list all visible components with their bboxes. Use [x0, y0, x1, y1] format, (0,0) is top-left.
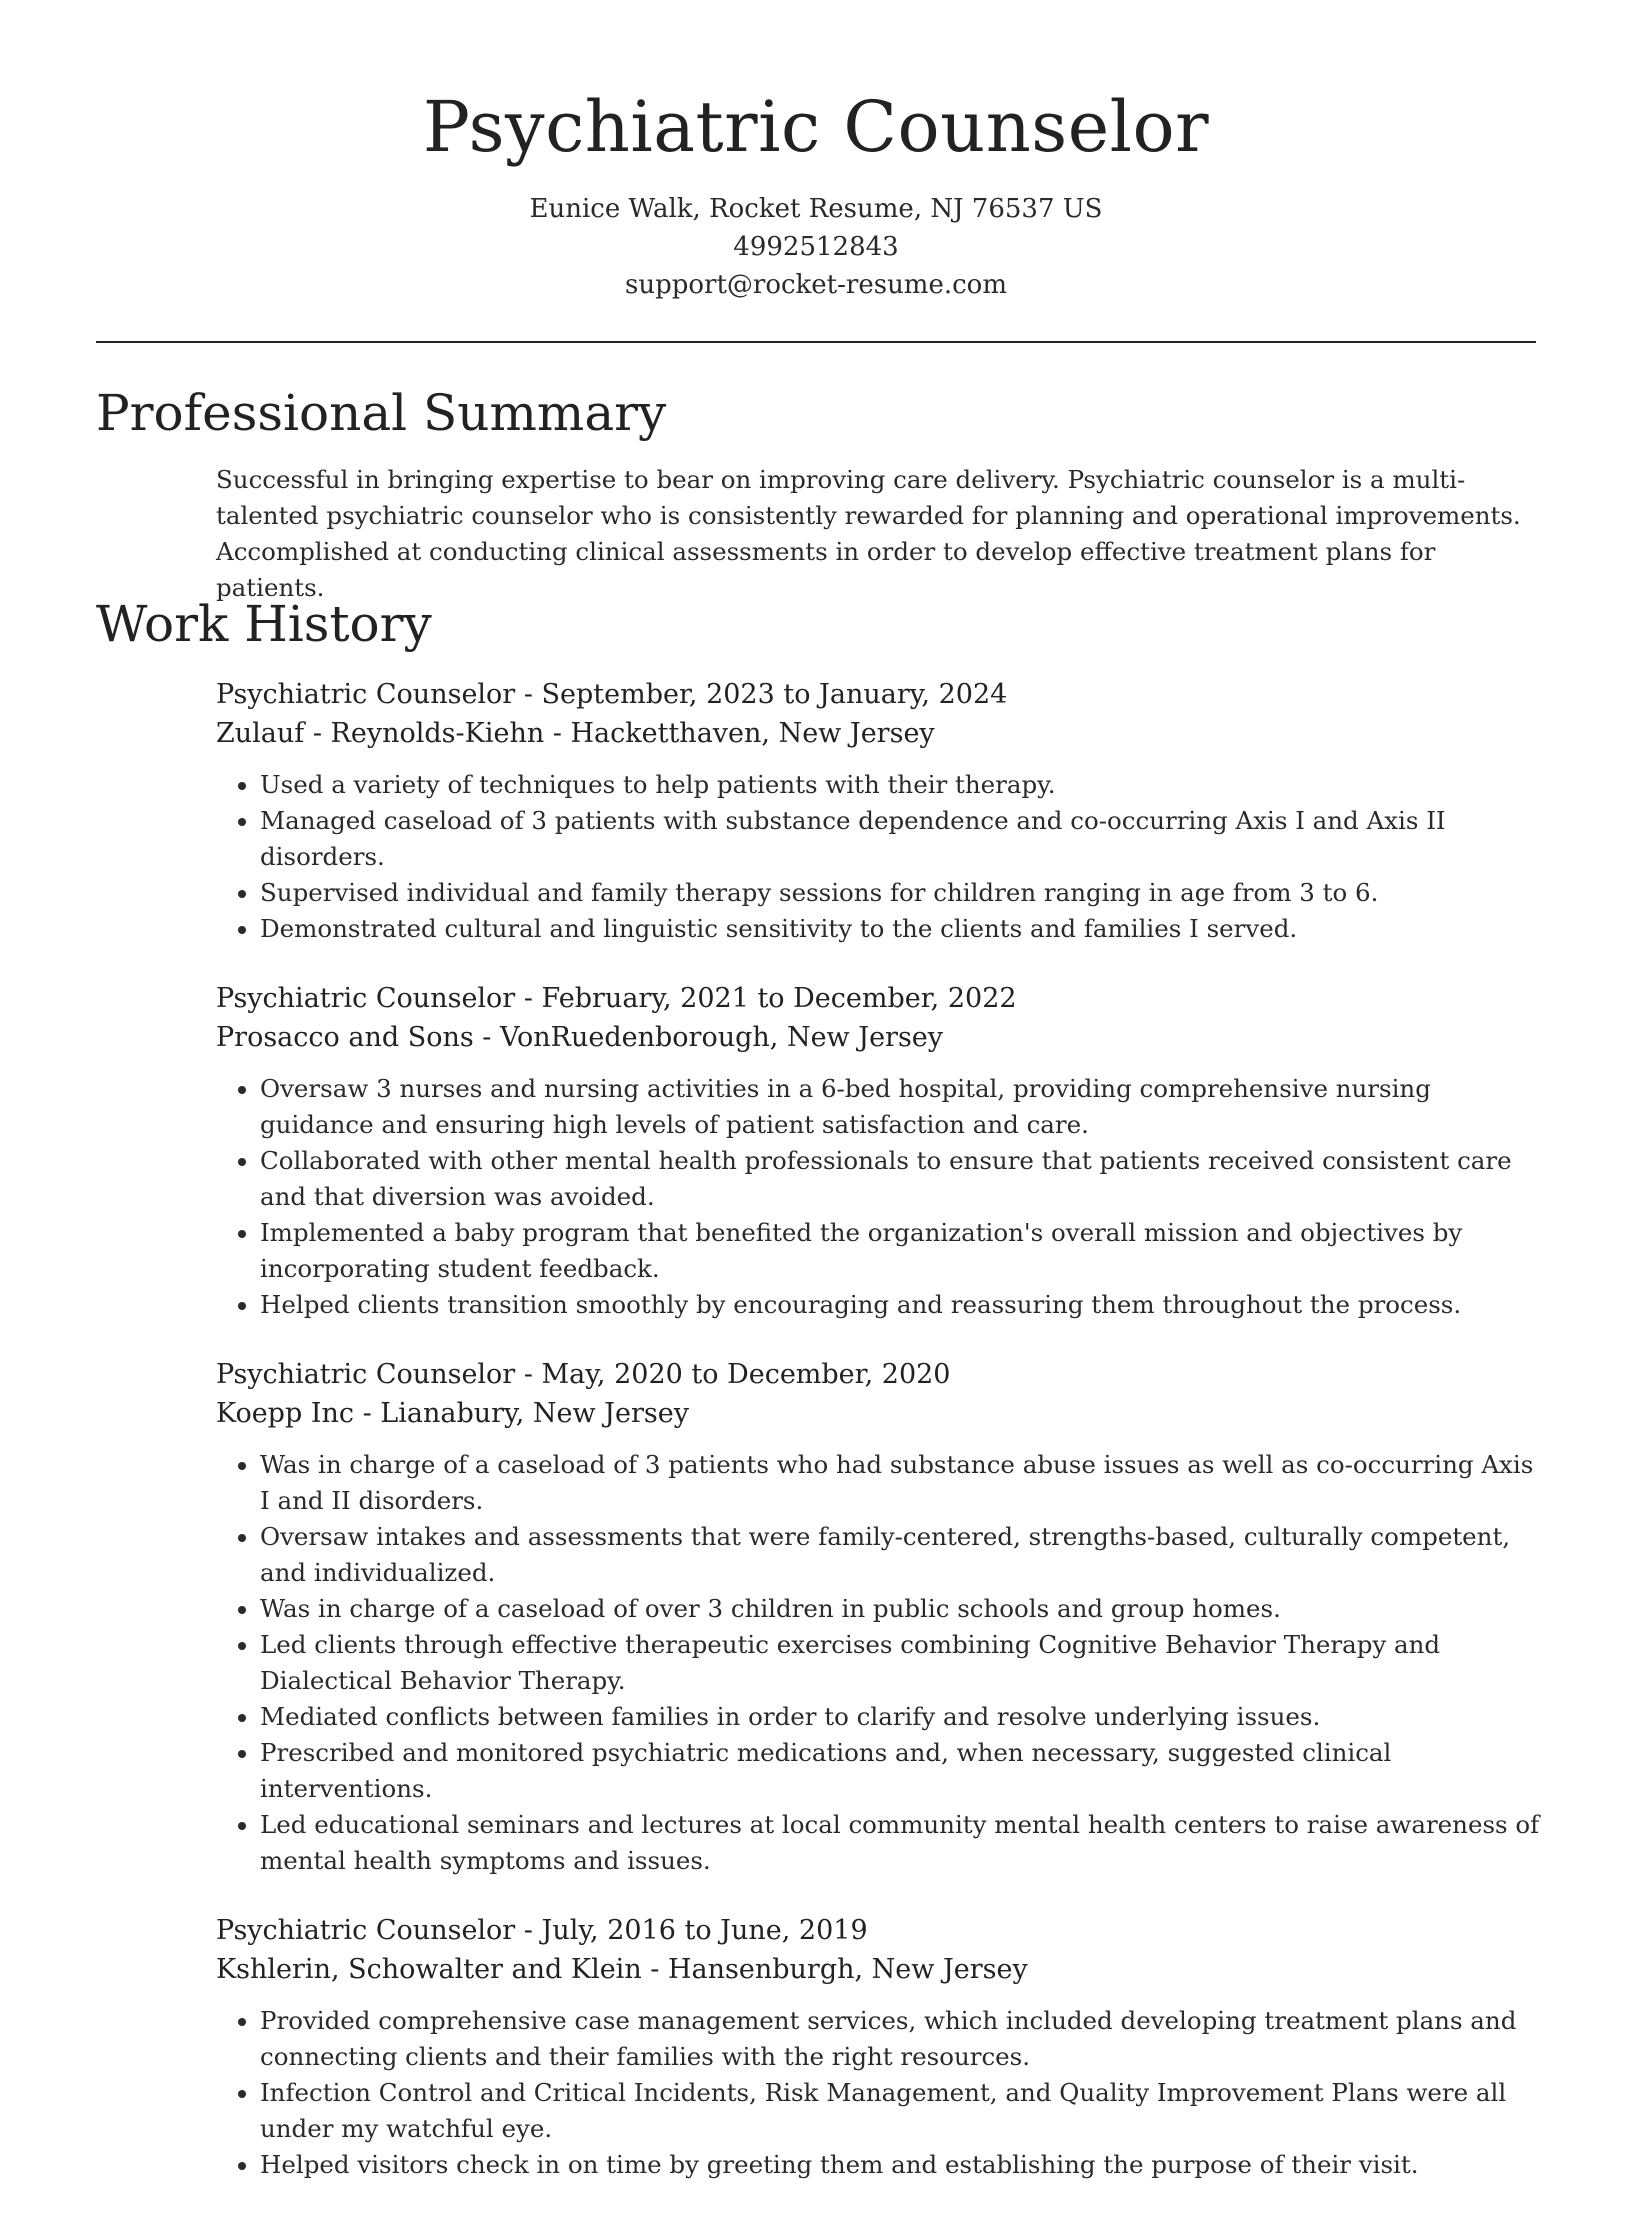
list-item: • Demonstrated cultural and linguistic sensitivity to the clients and families I served. [260, 911, 1546, 947]
job-title: Psychiatric Counselor [216, 1915, 516, 1946]
job-title-line [216, 1911, 1546, 1950]
job-dates: - July, 2016 to June, 2019 [515, 1915, 868, 1946]
list-item: • Provided comprehensive case management services, which included developing treatment plans and connecting clients and their families with the right resources. [260, 2003, 1546, 2075]
job-company: Prosacco and Sons [216, 1022, 474, 1053]
job-entry [216, 1911, 1546, 2183]
job-company: Koepp Inc [216, 1398, 355, 1429]
list-item: • Used a variety of techniques to help patients with their therapy. [260, 767, 1546, 803]
job-entry [216, 979, 1546, 1323]
work-history-list [216, 675, 1546, 2215]
list-item: • Oversaw 3 nurses and nursing activities in a 6-bed hospital, providing comprehensive nursing guidance and ensuring high levels of patient satisfaction and care. [260, 1071, 1546, 1143]
list-item: • Was in charge of a caseload of 3 patients who had substance abuse issues as well as co-occurring Axis I and II disorders. [260, 1447, 1546, 1519]
list-item: • Collaborated with other mental health professionals to ensure that patients received consistent care and that diversion was avoided. [260, 1143, 1546, 1215]
job-entry [216, 1355, 1546, 1879]
header-divider [96, 341, 1536, 343]
list-item: • Mediated conflicts between families in order to clarify and resolve underlying issues. [260, 1699, 1546, 1735]
list-item: • Prescribed and monitored psychiatric medications and, when necessary, suggested clinical interventions. [260, 1735, 1546, 1807]
job-location: - Hansenburgh, New Jersey [641, 1954, 1028, 1985]
job-location: - Lianabury, New Jersey [354, 1398, 689, 1429]
job-duties-list [216, 1071, 1546, 1323]
list-item: • Implemented a baby program that benefited the organization's overall mission and objectives by incorporating student feedback. [260, 1215, 1546, 1287]
resume-header [0, 0, 1632, 304]
job-duties-list [216, 1447, 1546, 1879]
job-duties-list [216, 2003, 1546, 2183]
list-item: • Was in charge of a caseload of over 3 children in public schools and group homes. [260, 1591, 1546, 1627]
job-dates: - February, 2021 to December, 2022 [515, 983, 1017, 1014]
list-item: • Oversaw intakes and assessments that were family-centered, strengths-based, culturally competent, and individualized. [260, 1519, 1546, 1591]
list-item: • Infection Control and Critical Incidents, Risk Management, and Quality Improvement Plans were all under my watchful eye. [260, 2075, 1546, 2147]
summary-heading: Professional Summary [96, 384, 667, 442]
summary-text: Successful in bringing expertise to bear on improving care delivery. Psychiatric counselor is a multi-talented psychiatric counselor who is consistently rewarded for planning and operational improvements. Accomplished at conducting clinical assessments in order to develop effective treatment plans for patients. [216, 465, 1521, 602]
list-item: • Helped visitors check in on time by greeting them and establishing the purpose of their visit. [260, 2147, 1546, 2183]
job-company-line [216, 714, 1546, 753]
list-item: • Supervised individual and family therapy sessions for children ranging in age from 3 to 6. [260, 875, 1546, 911]
job-company-line [216, 1018, 1546, 1057]
work-history-heading: Work History [96, 595, 432, 653]
job-company: Kshlerin, Schowalter and Klein [216, 1954, 642, 1985]
job-dates: - September, 2023 to January, 2024 [515, 679, 1008, 710]
list-item: • Led clients through effective therapeutic exercises combining Cognitive Behavior Therapy and Dialectical Behavior Therapy. [260, 1627, 1546, 1699]
job-location: - VonRuedenborough, New Jersey [473, 1022, 944, 1053]
list-item: • Managed caseload of 3 patients with substance dependence and co-occurring Axis I and Axis II disorders. [260, 803, 1546, 875]
job-company-line [216, 1394, 1546, 1433]
job-entry [216, 675, 1546, 947]
job-company: Zulauf - Reynolds-Kiehn [216, 718, 545, 749]
contact-address: Eunice Walk, Rocket Resume, NJ 76537 US [529, 194, 1103, 224]
resume-title: Psychiatric Counselor [422, 86, 1210, 168]
list-item: • Led educational seminars and lectures at local community mental health centers to raise awareness of mental health symptoms and issues. [260, 1807, 1546, 1879]
contact-phone: 4992512843 [733, 232, 899, 262]
list-item: • Helped clients transition smoothly by encouraging and reassuring them throughout the process. [260, 1287, 1546, 1323]
contact-email: support@rocket-resume.com [624, 270, 1007, 300]
job-title: Psychiatric Counselor [216, 983, 516, 1014]
contact-block [0, 190, 1632, 304]
job-title-line [216, 979, 1546, 1018]
job-title-line [216, 675, 1546, 714]
job-dates: - May, 2020 to December, 2020 [515, 1359, 951, 1390]
job-company-line [216, 1950, 1546, 1989]
job-location: - Hacketthaven, New Jersey [544, 718, 935, 749]
job-duties-list [216, 767, 1546, 947]
job-title: Psychiatric Counselor [216, 1359, 516, 1390]
job-title-line [216, 1355, 1546, 1394]
job-title: Psychiatric Counselor [216, 679, 516, 710]
